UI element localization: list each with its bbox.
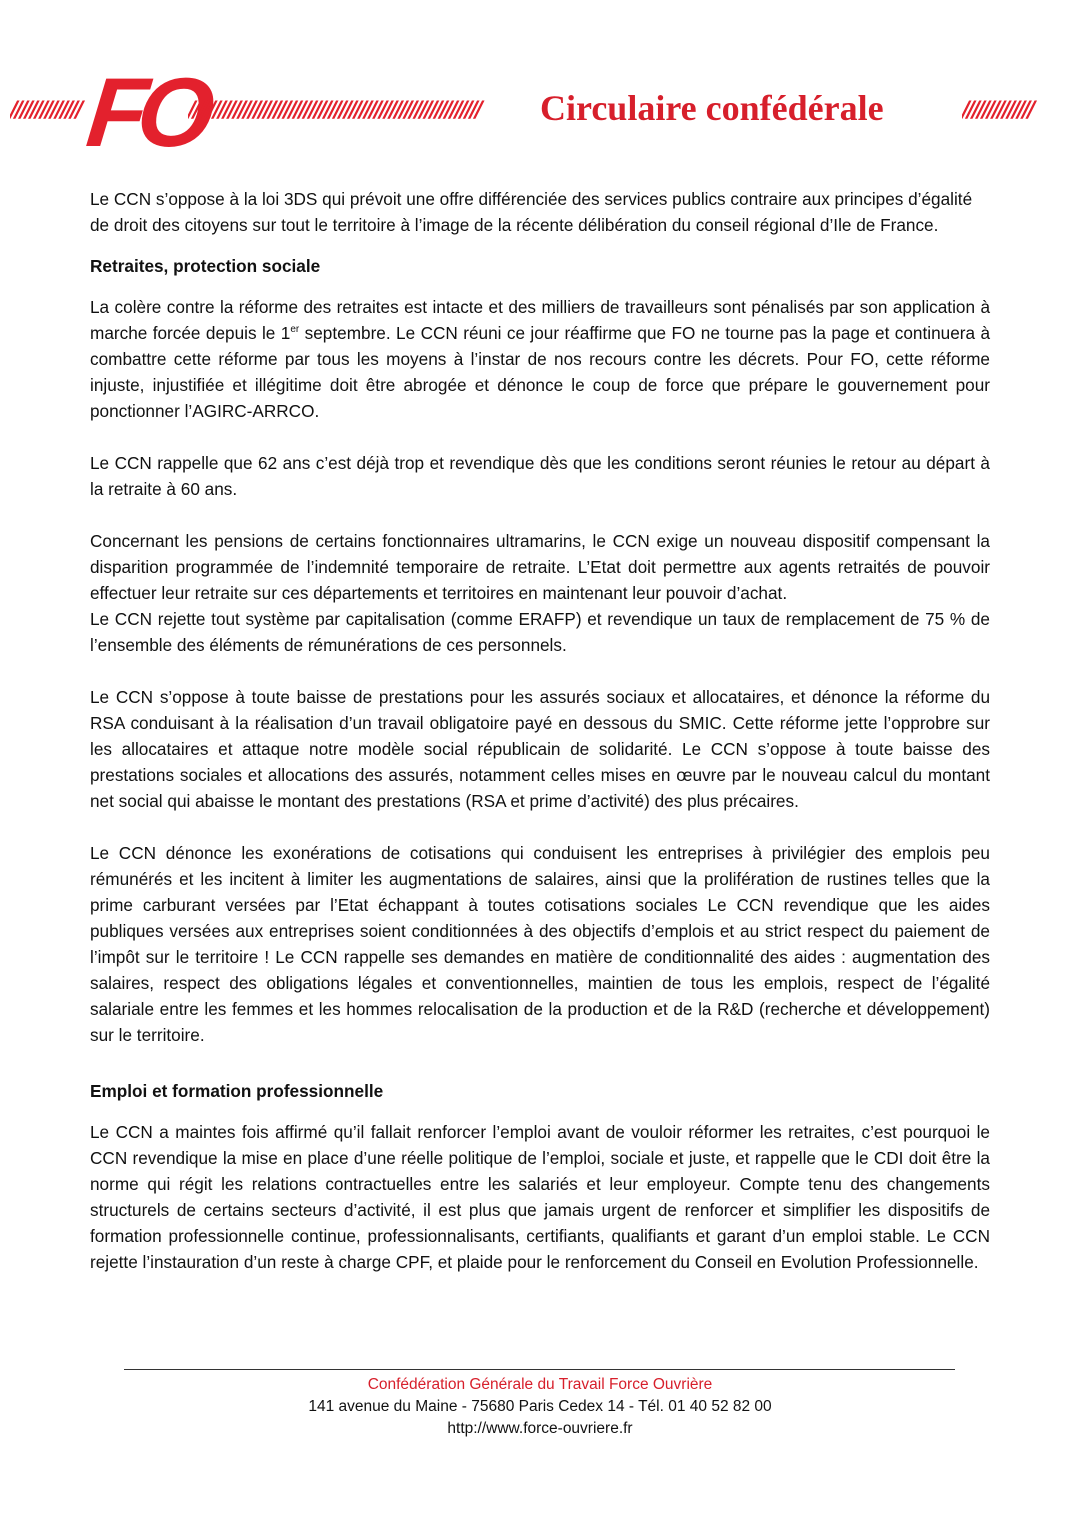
paragraph-ultramarins: Concernant les pensions de certains fonctionnaires ultramarins, le CCN exige un nouveau dispositif compensant la disparition programmée de l’indemnité temporaire de retraite. L’Etat doit permettre aux agents retraités de pouvoir effectuer leur retraite sur ces départements et territoires en maintenant leur pouvoir d’achat. xyxy=(90,531,990,603)
paragraph-emploi: Le CCN a maintes fois affirmé qu’il fallait renforcer l’emploi avant de vouloir réformer les retraites, c’est pourquoi le CCN revendique la mise en place d’une réelle politique de l’emploi, sociale et juste, et rappelle que le CDI doit être la norme qui régit les relations contractuelles entre les salariés et leur employeur. Compte tenu des changements structurels de certains secteurs d’activité, il est plus que jamais urgent de renforcer et simplifier les dispositifs de formation professionnelle continue, professionnalisants, certifiants, qualifiants et garant d’un emploi stable. Le CCN rejette l’instauration d’un reste à charge CPF, et plaide pour le renforcement du Conseil en Evolution Professionnelle. xyxy=(90,1122,990,1272)
paragraph-exonerations: Le CCN dénonce les exonérations de cotisations qui conduisent les entreprises à privilégier des emplois peu rémunérés et les incitent à limiter les augmentations de salaires, ainsi que la prolifération de rustines telles que la prime carburant versées par l’Etat échappant à toutes cotisations sociales Le CCN revendique que les aides publiques versées aux entreprises soient conditionnées à des objectifs d’emplois et au strict respect du paiement de l’impôt sur le territoire ! Le CCN rappelle ses demandes en matière de conditionnalité des aides : augmentation des salaires, respect des obligations légales et conventionnelles, maintien de tous les emplois, respect de l’égalité salariale entre les femmes et les hommes relocalisation de la production et de la R&D (recherche et développement) sur le territoire. xyxy=(90,843,990,1045)
decorative-slashes-middle: ////////////////////////////////////////////////////////// xyxy=(188,98,481,123)
document-title: Circulaire confédérale xyxy=(540,88,884,128)
paragraph-3ds: Le CCN s’oppose à la loi 3DS qui prévoit une offre différenciée des services publics contraire aux principes d’égalité de droit des citoyens sur tout le territoire à l’image de la récente délibération du conseil régional d’Ile de France. xyxy=(90,189,973,235)
footer-organization: Confédération Générale du Travail Force Ouvrière xyxy=(367,1376,713,1393)
page-footer xyxy=(0,1374,1080,1440)
paragraph-capitalisation: Le CCN rejette tout système par capitalisation (comme ERAFP) et revendique un taux de remplacement de 75 % de l’ensemble des éléments de rémunérations de ces personnels. xyxy=(90,609,990,655)
paragraph-reforme-retraites-part2: septembre. Le CCN réuni ce jour réaffirme que FO ne tourne pas la page et continuera à combattre cette réforme par tous les moyens à l’instar de nos recours contre les décrets. Pour FO, cette réforme injuste, injustifiée et illégitime doit être abrogée et dénonce le coup de force que prépare le gouvernement pour ponctionner l’AGIRC-ARRCO. xyxy=(90,323,991,421)
paragraph-reforme-retraites xyxy=(90,294,990,424)
page-header xyxy=(0,57,1080,172)
decorative-slashes-right: ////////////// xyxy=(962,98,1033,123)
superscript-er: er xyxy=(290,324,300,335)
paragraph-62-ans: Le CCN rappelle que 62 ans c’est déjà trop et revendique dès que les conditions seront réunies le retour au départ à la retraite à 60 ans. xyxy=(90,453,990,499)
paragraph-prestations: Le CCN s’oppose à toute baisse de prestations pour les assurés sociaux et allocataires, et dénonce la réforme du RSA conduisant à la réalisation d’un travail obligatoire payé en dessous du SMIC. Cette réforme jette l’opprobre sur les allocataires et attaque notre modèle social républicain de solidarité. Le CCN s’oppose à toute baisse des prestations sociales et allocations des assurés, notamment celles mises en œuvre par le nouveau calcul du montant net social qui abaisse le montant des prestations (RSA et prime d’activité) des plus précaires. xyxy=(90,687,990,811)
footer-website-link[interactable]: http://www.force-ouvriere.fr xyxy=(447,1420,633,1437)
footer-address: 141 avenue du Maine - 75680 Paris Cedex 14 - Tél. 01 40 52 82 00 xyxy=(308,1398,772,1415)
paragraph-reforme-retraites-part1: La colère contre la réforme des retraites est intacte et des milliers de travailleurs sont pénalisés par son application à marche forcée depuis le 1 xyxy=(90,297,990,343)
footer-divider xyxy=(124,1369,955,1370)
fo-logo xyxy=(82,57,210,167)
fo-logo-text: FO xyxy=(82,57,210,167)
section-heading-retraites: Retraites, protection sociale xyxy=(90,256,321,276)
section-heading-emploi: Emploi et formation professionnelle xyxy=(90,1081,384,1101)
document-body xyxy=(90,186,990,1275)
decorative-slashes-left: ////////////// xyxy=(10,98,81,123)
